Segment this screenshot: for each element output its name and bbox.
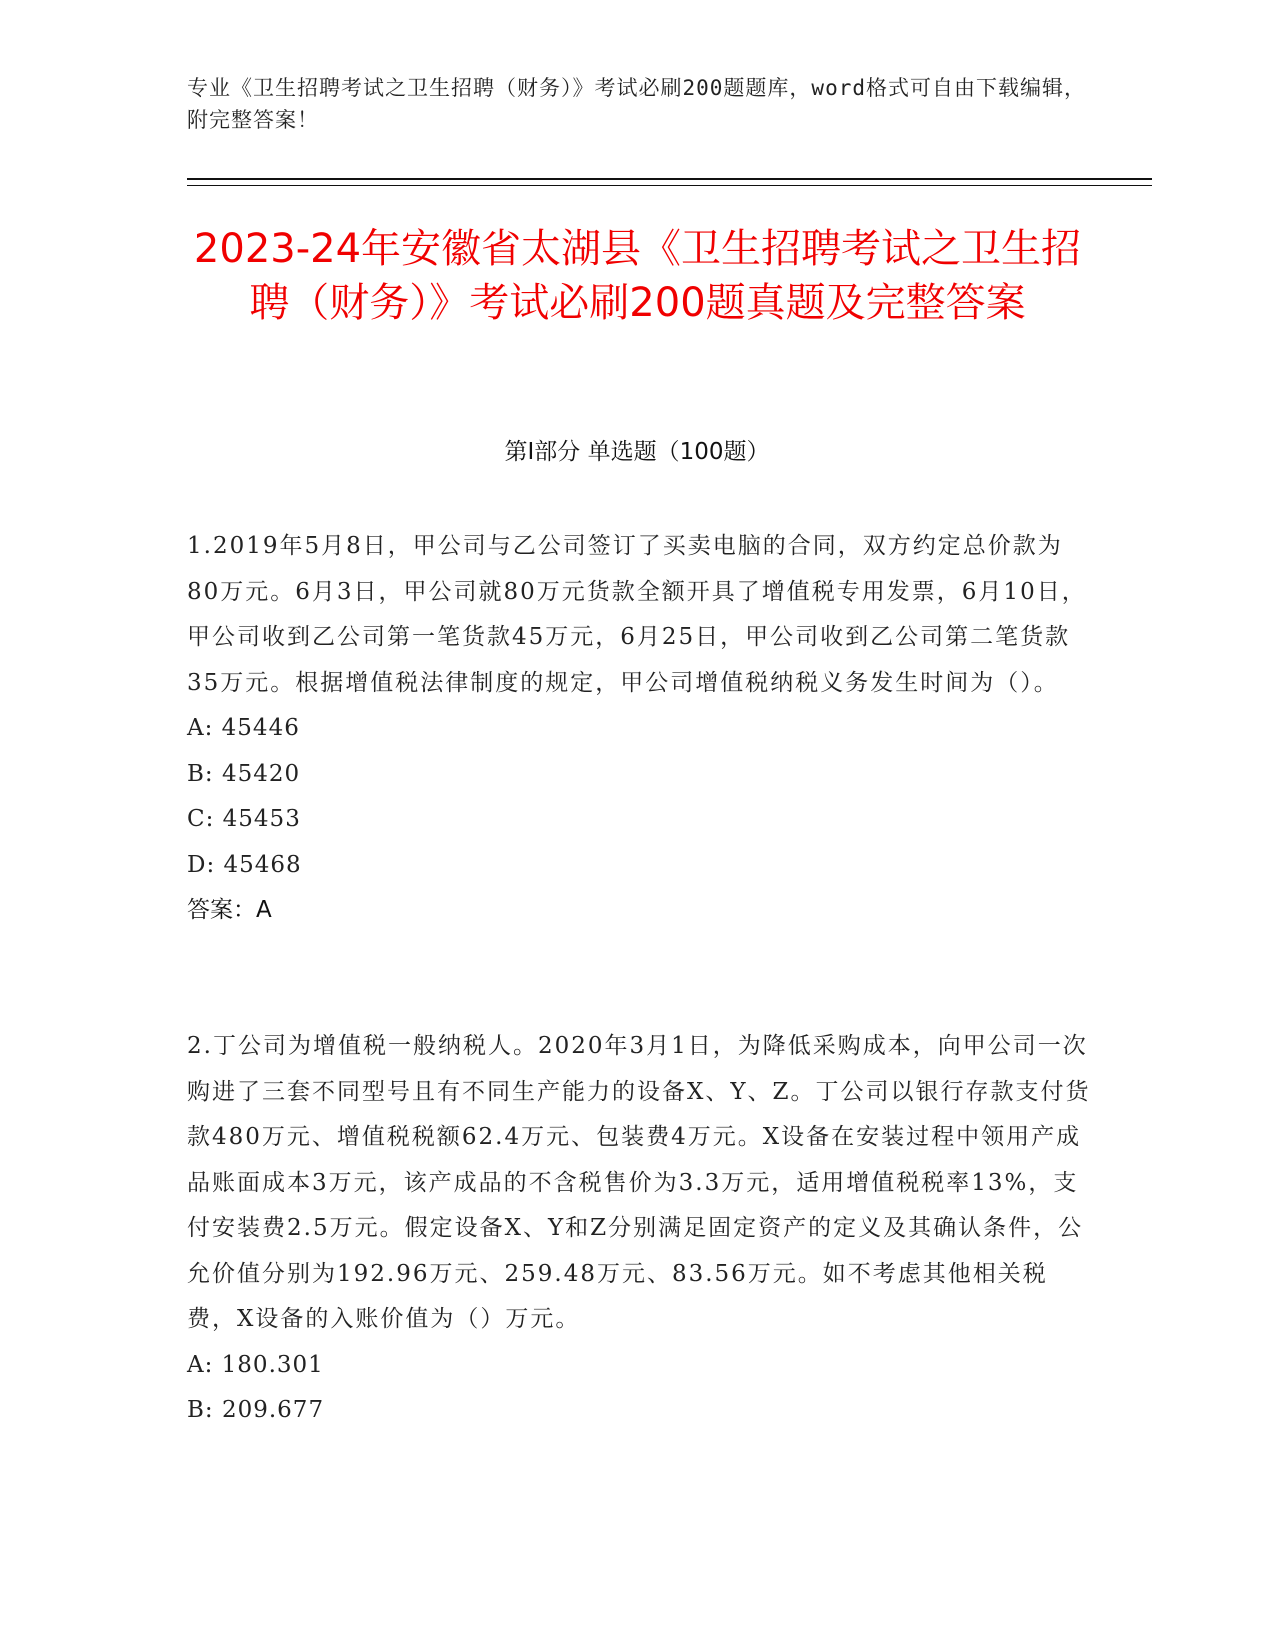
question-2	[187, 1024, 1092, 1434]
document-title: 2023-24年安徽省太湖县《卫生招聘考试之卫生招聘（财务）》考试必刷200题真题及完整答案	[193, 226, 1082, 326]
header-note: 专业《卫生招聘考试之卫生招聘（财务）》考试必刷200题题库，word格式可自由下载编辑，附完整答案！	[187, 76, 1086, 132]
option-b: B: 209.677	[187, 1397, 325, 1423]
question-1	[187, 524, 1092, 934]
section-heading: 第Ⅰ部分 单选题（100题）	[504, 439, 770, 465]
question-stem: 1.2019年5月8日，甲公司与乙公司签订了买卖电脑的合同，双方约定总价款为80万元。6月3日，甲公司就80万元货款全额开具了增值税专用发票，6月10日，甲公司收到乙公司第一笔货款45万元，6月25日，甲公司收到乙公司第二笔货款35万元。根据增值税法律制度的规定，甲公司增值税纳税义务发生时间为（）。	[187, 533, 1087, 696]
answer-line: 答案：A	[187, 897, 272, 923]
option-a: A: 45446	[187, 715, 300, 741]
header-divider-thick	[187, 178, 1152, 180]
option-a: A: 180.301	[187, 1351, 324, 1378]
option-b: B: 45420	[187, 760, 301, 787]
option-d: D: 45468	[187, 851, 302, 878]
option-c: C: 45453	[187, 806, 301, 832]
question-stem: 2.丁公司为增值税一般纳税人。2020年3月1日，为降低采购成本，向甲公司一次购进了三套不同型号且有不同生产能力的设备X、Y、Z。丁公司以银行存款支付货款480万元、增值税税额62.4万元、包装费4万元。X设备在安装过程中领用产成品账面成本3万元，该产成品的不含税售价为3.3万元，适用增值税税率13%，支付安装费2.5万元。假定设备X、Y和Z分别满足固定资产的定义及其确认条件，公允价值分别为192.96万元、259.48万元、83.56万元。如不考虑其他相关税费，X设备的入账价值为（）万元。	[187, 1033, 1091, 1332]
header-divider-thin	[187, 185, 1152, 186]
